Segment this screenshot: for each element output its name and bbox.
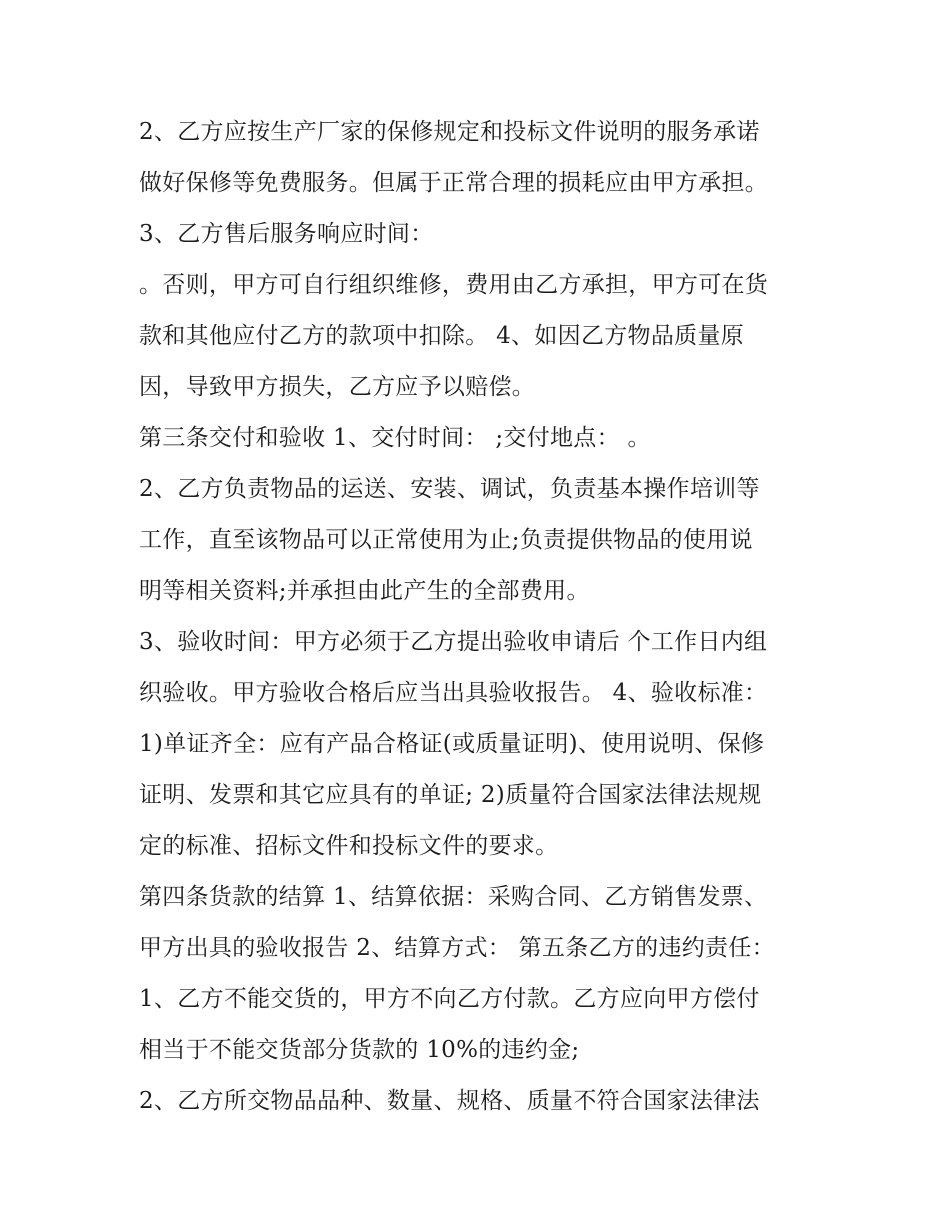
contract-text-body (139, 107, 829, 1127)
text-line: 工作，直至该物品可以正常使用为止;负责提供物品的使用说 (139, 527, 753, 553)
text-line: 款和其他应付乙方的款项中扣除。 4、如因乙方物品质量原 (139, 323, 745, 349)
text-line: 明等相关资料;并承担由此产生的全部费用。 (139, 578, 590, 604)
text-line: 2、乙方负责物品的运送、安装、调试，负责基本操作培训等 (139, 476, 760, 502)
text-line: 甲方出具的验收报告 2、结算方式： 第五条乙方的违约责任： (139, 935, 775, 961)
text-line: 证明、发票和其它应具有的单证; 2)质量符合国家法律法规规 (139, 782, 762, 808)
section-heading-line: 第三条交付和验收 1、交付时间： ;交付地点： 。 (139, 425, 651, 451)
text-line: 相当于不能交货部分货款的 10%的违约金; (139, 1037, 580, 1063)
text-line: 2、乙方应按生产厂家的保修规定和投标文件说明的服务承诺 (139, 119, 760, 145)
text-line: 因，导致甲方损失，乙方应予以赔偿。 (139, 374, 536, 400)
text-line: 1、乙方不能交货的，甲方不向乙方付款。乙方应向甲方偿付 (139, 986, 760, 1012)
text-line: 3、验收时间：甲方必须于乙方提出验收申请后 个工作日内组 (139, 629, 768, 655)
text-line: 织验收。甲方验收合格后应当出具验收报告。 4、验收标准： (139, 680, 768, 706)
text-line: 做好保修等免费服务。但属于正常合理的损耗应由甲方承担。 (139, 170, 769, 196)
text-line: 2、乙方所交物品品种、数量、规格、质量不符合国家法律法 (139, 1088, 760, 1114)
text-line: 定的标准、招标文件和投标文件的要求。 (139, 833, 559, 859)
text-line: 3、乙方售后服务响应时间： (139, 221, 434, 247)
text-line: 1)单证齐全：应有产品合格证(或质量证明)、使用说明、保修 (139, 731, 765, 757)
text-line: 。否则，甲方可自行组织维修，费用由乙方承担，甲方可在货 (139, 272, 769, 298)
section-heading-line: 第四条货款的结算 1、结算依据：采购合同、乙方销售发票、 (139, 884, 768, 910)
